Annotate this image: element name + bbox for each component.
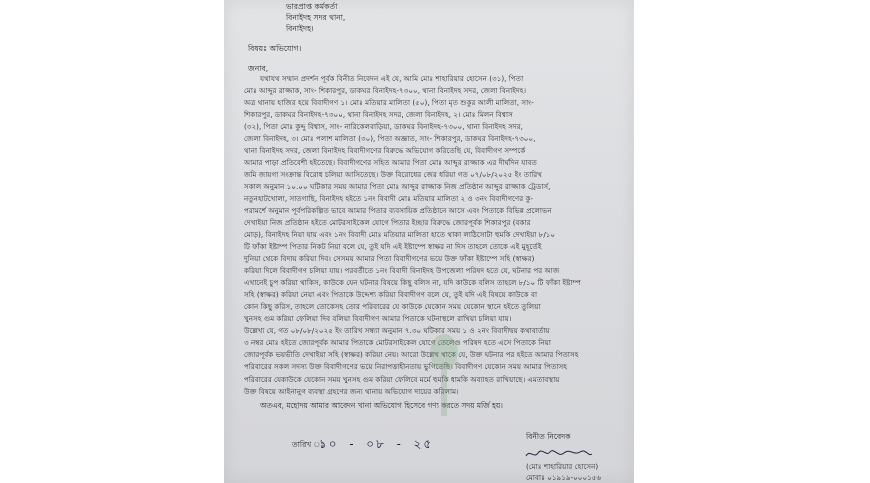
- document-paper: [224, 0, 634, 483]
- body-line: (৩২), পিতা মোঃ কুদ্দু বিশ্বাস, সাং- নারিকেলবাড়িয়া, ডাকঘর বিনাইদহ-৭৩০০, থানা বিনাইদহ সদর,: [244, 122, 523, 132]
- signatory-name: (মোঃ শাহারিয়ার হোসেন): [526, 462, 599, 471]
- body-line: টি ফাঁকা ইষ্টাম্প পিতার নিকট নিয়া বলে যে, তুই যদি এই ইষ্টাম্পে স্বাক্ষর না দিস তাহলে তোকে এই মুহূর্তেই: [244, 242, 542, 252]
- handwritten-date: ১০ - ০৮ - ২৫: [319, 437, 434, 451]
- body-line: করিয়া দিলে বিবাদীগণ চলিয়া যায়। পরবর্তীতে ১নং বিবাদী বিনাইদহ উপজেলা পরিষদ হতে যে, ঘটনার পর আজ: [244, 266, 560, 276]
- addressee-office: বিনাইদহ সদর থানা,: [286, 13, 346, 22]
- handwritten-signature: [524, 448, 594, 460]
- addressee-district: বিনাইদহ।: [286, 24, 314, 33]
- body-line: আমার পাড়া প্রতিবেশী হইতেছে। বিবাদীগণের সহিত আমার পিতা মোঃ আব্দুর রাজ্জাক এর দীর্ঘদিন যাবত: [244, 158, 537, 168]
- body-line: জোরপূর্বক ভয়ভীতি দেখাইয়া সহি (স্বাক্ষর) করিয়া নেয়। আরো উল্লেখ থাকে যে, উক্ত ঘটনার পর হইতে আমার পিতাসহ: [244, 350, 579, 360]
- body-line: উক্ত বিষয়ে আইনানুগ ব্যবস্থা গ্রহণের জন্য থানায় অভিযোগ দায়ের করিলাম।: [244, 386, 459, 396]
- body-line: দুনিয়া থেকে বিদায় করিয়া দিব। সেসময় আমার পিতা বিবাদীগণের ভয়ে উক্ত ফাঁকা ইষ্টাম্পে সহি (স্বাক্ষর): [244, 254, 535, 264]
- body-line: দেখাইয়া নিজ প্রতিষ্ঠান হইতে মোটরসাইকেল যোগে পিতার ইচ্ছার বিরুদ্ধে জোরপূর্বক শিকারপুর (বকার: [244, 218, 531, 228]
- body-line: কোন কিছু করিস, তাহলে তোকেসহ তোর পরিবারের যে কাউকে যেকোন সময় যেকোন স্থানে হইতে তুলিয়া: [244, 302, 541, 312]
- closing-line: অতএব, মহোদয় আমার আবেদন খানা অভিযোগ হিসেবে গণ্য করতে সদয় মর্জি হয়।: [260, 401, 503, 410]
- body-line: খুনসহ গুম করিয়া ফেলিয়া দিব বলিয়া বিবাদীগণ আমার পিতাকে ঘটনাস্থলে রাখিয়া চলিয়া যায়।: [244, 314, 512, 324]
- body-line: জমি জায়গা সংক্রান্ত বিরোধ চলিয়া আসিতেছে। উক্ত বিরোধের জের ধরিয়া গত ০৭/০৮/২০২৫ ইং তারিখ: [244, 170, 542, 180]
- addressee-title: ভারপ্রাপ্ত কর্মকর্তা: [286, 2, 338, 11]
- date-label: তারিখ ঃ: [292, 440, 325, 449]
- body-line: শিকারপুর, ডাকঘর বিনাইদহ-৭৩০০, থানা বিনাইদহ সদর, জেলা বিনাইদহ, ২। মোঃ মিলন বিশ্বাস: [244, 110, 513, 120]
- body-line: অত্র থানায় হাজির হয়ে বিবাদীগণ ১। মোঃ মতিয়ার মালিতা (৫০), পিতা মৃত শুকুর আলী মালিতা, সাং-: [244, 98, 534, 108]
- salutation: জনাব,: [248, 64, 269, 73]
- body-line: এখানেই চুপ করিয়া থাকিস, কাউকে যেন ঘটনার বিষয়ে কিছু বলিস না, যদি কাউকে বলিস তাহলে ৮/১০ টি ফাঁকা ইষ্টাম্প: [244, 278, 581, 288]
- sign-off: বিনীত নিবেদক: [526, 432, 571, 441]
- signatory-mobile: মোবাঃ ০১৯১৯-০০০১৫৬: [526, 473, 602, 482]
- body-line: পরিবারের সকল সদস্য উক্ত বিবাদীগণের ভয়ে নিরাপত্তাহীনতায় ভুগিতেছি। বিবাদীগণ যেকোন সময় আমার পিতাসহ: [244, 362, 568, 372]
- body-line: উল্লেখ্য যে, গত ০৮/০৮/২০২৫ ইং তারিখ সন্ধ্যা অনুমান ৭.৩০ ঘটিকার সময় ১ ও ২নং বিবাদীদ্বয় কথাবার্তায়: [244, 326, 550, 336]
- body-line: নতুনহাটখোলা, সাতগাছি, বিনাইদহ হইতে ১নং বিবাদী মোঃ মতিয়ার মালিতা ২ ও ৩নং বিবাদীগণের কু-: [244, 194, 534, 204]
- body-line: মোড়), বিনাইদহ নিয়া যায় এবং ১নং বিবাদী মোঃ মতিয়ার মালিতা হাতে থাকা লাঠিসোটা হুমকি দেখাইয়া ৮/১০: [244, 230, 556, 240]
- body-line: পরিবারের যেকাউকে যেকোন সময় খুনসহ গুম করিয়া ফেলিবে মর্মে হুমকি ধামকি অব্যাহত রাখিয়াছে। এমতাবস্থায়: [244, 374, 560, 384]
- body-line: জেলা বিনাইদহ, ৩। মোঃ পলাশ মালিতা (৩০), পিতা অজ্ঞাত, সাং- শিকারপুর, ডাকঘর বিনাইদহ-৭৩০০,: [244, 134, 536, 144]
- body-line: যথাযথ সম্মান প্রদর্শন পূর্বক বিনীত নিবেদন এই যে, আমি মোঃ শাহারিয়ার হোসেন (৩১), পিতা: [260, 74, 524, 83]
- body-line: পরামর্শে অনুমান পূর্বপরিকল্পিত ভাবে আমার পিতার ব্যবসায়িক প্রতিষ্ঠানে আসে এবং পিতাকে বিভিন্ন প্রলোভন: [244, 206, 552, 216]
- body-line: মোঃ আব্দুর রাজ্জাক, সাং- শিকারপুর, ডাকঘর বিনাইদহ-৭৩০০, থানা বিনাইদহ সদর, জেলা বিনাইদহ।: [244, 86, 527, 96]
- watermark-logo: [424, 330, 464, 420]
- body-line: ৩ নম্বর মোঃ হইতে জোরপূর্বক আমার পিতাকে মোটরসাইকেল যোগে তেলেগু পরিষদ হতে এসে পিতাকে নিয়া: [244, 338, 551, 348]
- body-line: সকাল অনুমান ১০.০০ ঘটিকার সময় আমার পিতা মোঃ আব্দুর রাজ্জাক নিজ প্রতিষ্ঠান আব্দুর রাজ্জাক ট্রেডার্স,: [244, 182, 551, 192]
- body-line: থানা বিনাইদহ সদর, জেলা বিনাইদহ বিবাদীগণের বিরুদ্ধে অভিযোগ করিতেছি যে, বিবাদীগণ সম্পর্কে: [244, 146, 526, 156]
- body-line: সহি (স্বাক্ষর) করিয়া নেয়া এবং পিতাকে উদ্দেশ্য করিয়া বিবাদীগণ বলে যে, তুই যদি এই বিষয়ে কাউকে বা: [244, 290, 538, 300]
- subject-line: বিষয়ঃ অভিযোগ।: [248, 44, 302, 53]
